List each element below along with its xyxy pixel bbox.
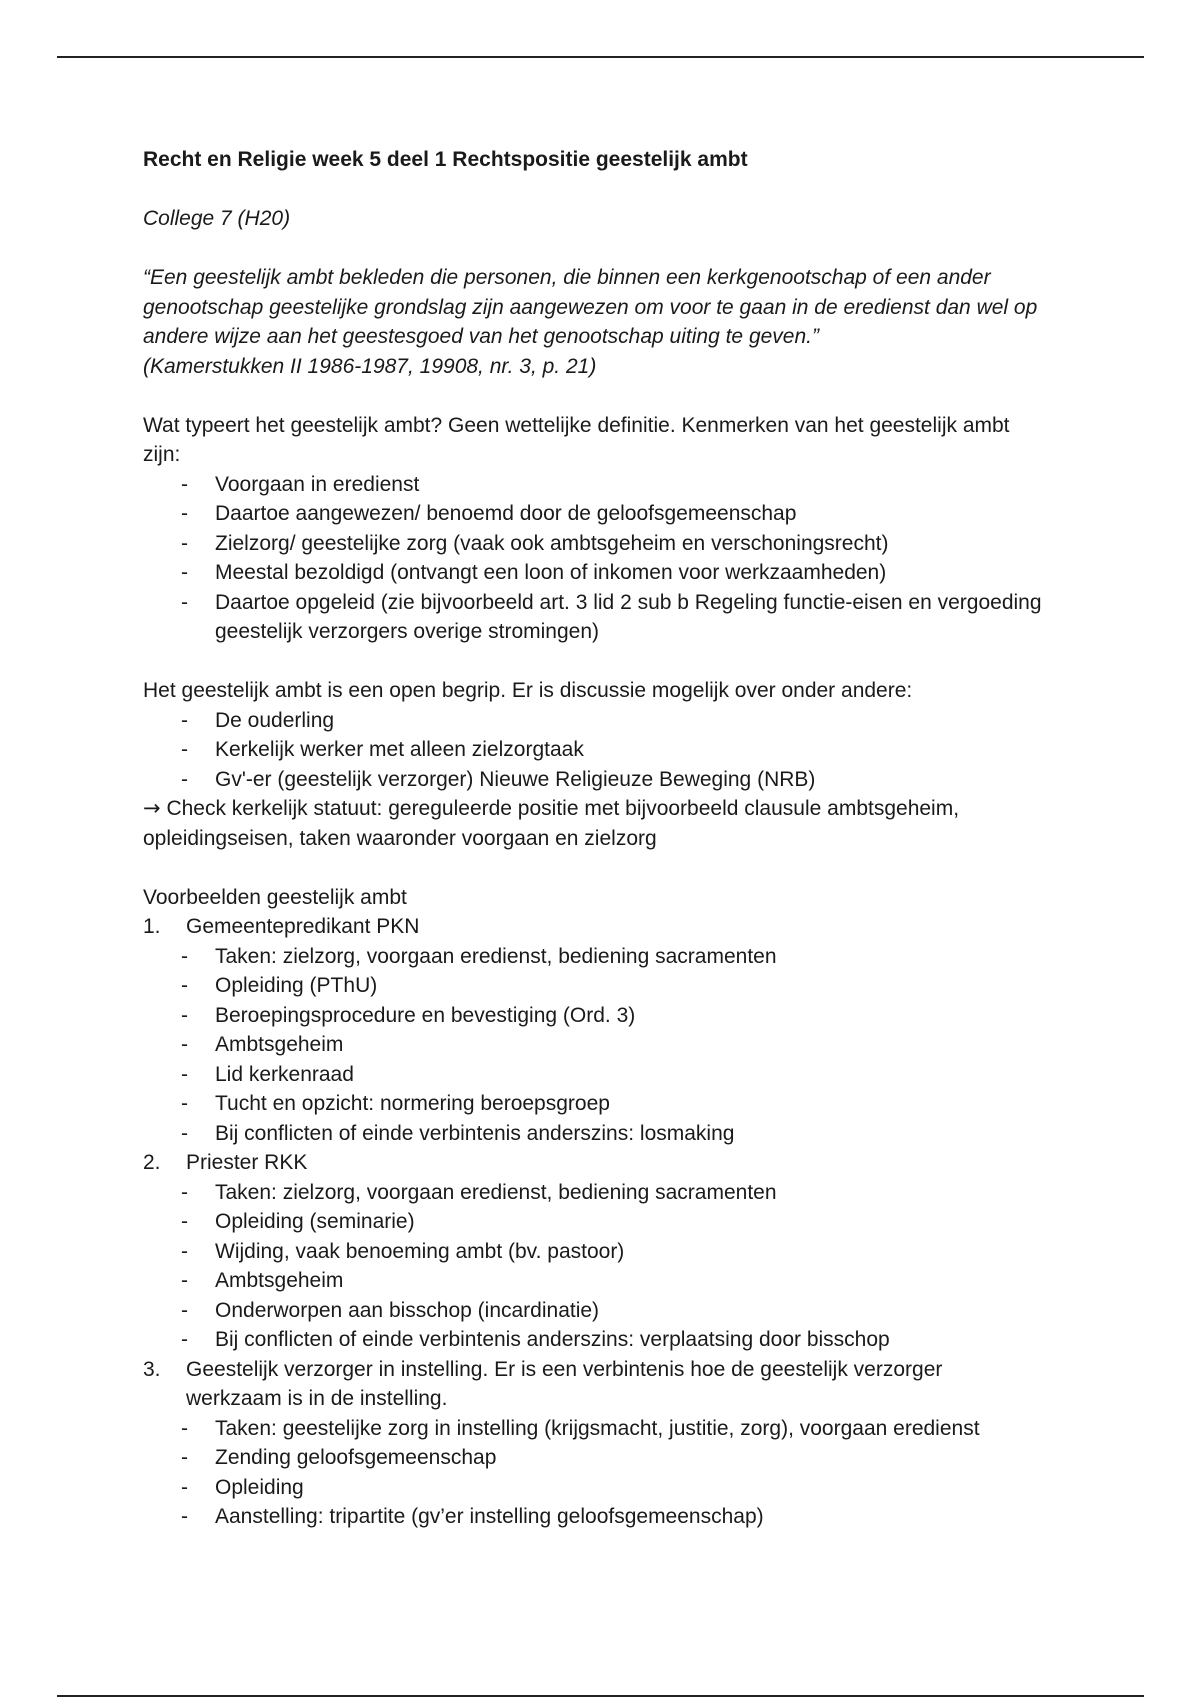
list-item: - Taken: zielzorg, voorgaan eredienst, bediening sacramenten [181,1178,1043,1208]
voorbeeld-items [143,942,1043,1149]
document-title: Recht en Religie week 5 deel 1 Rechtspositie geestelijk ambt [143,148,748,171]
list-item: - Aanstelling: tripartite (gv’er instelling geloofsgemeenschap) [181,1502,1043,1532]
list-item: - Bij conflicten of einde verbintenis anderszins: verplaatsing door bisschop [181,1325,1043,1355]
list-item: - Taken: geestelijke zorg in instelling (krijgsmacht, justitie, zorg), voorgaan eredienst [181,1414,1043,1444]
voorbeeld-label: Priester RKK [186,1151,308,1174]
page-bottom-rule [57,1695,1144,1697]
list-item: - Meestal bezoldigd (ontvangt een loon of inkomen voor werkzaamheden) [181,558,1043,588]
document-body [143,145,1043,1532]
list-item: - De ouderling [181,706,1043,736]
voorbeeld-label: Gemeentepredikant PKN [186,915,420,938]
list-item: - Lid kerkenraad [181,1060,1043,1090]
list-item: - Gv'-er (geestelijk verzorger) Nieuwe Religieuze Beweging (NRB) [181,765,1043,795]
definition-quote [143,263,1043,381]
list-number: 2. [143,1151,161,1174]
list-item: - Kerkelijk werker met alleen zielzorgtaak [181,735,1043,765]
list-item: - Daartoe opgeleid (zie bijvoorbeeld art. 3 lid 2 sub b Regeling functie-eisen en vergoeding geestelijk verzorgers overige stromingen) [181,588,1043,647]
section-open-begrip [143,676,1043,853]
quote-source: (Kamerstukken II 1986-1987, 19908, nr. 3, p. 21) [143,354,597,378]
list-item: - Bij conflicten of einde verbintenis anderszins: losmaking [181,1119,1043,1149]
quote-text: “Een geestelijk ambt bekleden die personen, die binnen een kerkgenootschap of een ander genootschap geestelijke grondslag zijn aangewezen om voor te gaan in de eredienst dan wel op andere wijze aan het geestesgoed van het genootschap uiting te geven.” [143,266,1038,348]
voorbeeld-priester [143,1148,1043,1355]
list-item: - Beroepingsprocedure en bevestiging (Ord. 3) [181,1001,1043,1031]
voorbeeld-items [143,1178,1043,1355]
voorbeeld-gemeentepredikant [143,912,1043,1148]
list-item: - Zending geloofsgemeenschap [181,1443,1043,1473]
list-item: - Ambtsgeheim [181,1266,1043,1296]
check-statuut-note [143,794,1043,853]
open-begrip-intro: Het geestelijk ambt is een open begrip. Er is discussie mogelijk over onder andere: [143,679,913,702]
voorbeeld-items [143,1414,1043,1532]
section-voorbeelden [143,883,1043,1532]
page-top-rule [57,56,1144,58]
voorbeelden-heading: Voorbeelden geestelijk ambt [143,885,407,909]
arrow-right-icon: → [143,796,161,820]
kenmerken-list [143,470,1043,647]
kenmerken-intro: Wat typeert het geestelijk ambt? Geen wettelijke definitie. Kenmerken van het geestelijk ambt zijn: [143,413,1010,466]
list-item: - Ambtsgeheim [181,1030,1043,1060]
list-item: - Zielzorg/ geestelijke zorg (vaak ook ambtsgeheim en verschoningsrecht) [181,529,1043,559]
voorbeeld-geestelijk-verzorger [143,1355,1043,1532]
list-item: - Opleiding [181,1473,1043,1503]
list-number: 1. [143,915,161,938]
document-subtitle: College 7 (H20) [143,207,291,230]
list-item: - Daartoe aangewezen/ benoemd door de geloofsgemeenschap [181,499,1043,529]
voorbeeld-label: Geestelijk verzorger in instelling. Er is een verbintenis hoe de geestelijk verzorger werkzaam is in de instelling. [186,1357,943,1410]
check-statuut-text: Check kerkelijk statuut: gereguleerde positie met bijvoorbeeld clausule ambtsgeheim, opleidingseisen, taken waaronder voorgaan en zielzorg [143,797,960,850]
list-number: 3. [143,1357,161,1381]
list-item: - Voorgaan in eredienst [181,470,1043,500]
list-item: - Opleiding (seminarie) [181,1207,1043,1237]
list-item: - Tucht en opzicht: normering beroepsgroep [181,1089,1043,1119]
section-kenmerken [143,411,1043,647]
open-begrip-list [143,706,1043,795]
list-item: - Taken: zielzorg, voorgaan eredienst, bediening sacramenten [181,942,1043,972]
list-item: - Wijding, vaak benoeming ambt (bv. pastoor) [181,1237,1043,1267]
list-item: - Opleiding (PThU) [181,971,1043,1001]
voorbeelden-list [143,912,1043,1532]
list-item: - Onderworpen aan bisschop (incardinatie) [181,1296,1043,1326]
